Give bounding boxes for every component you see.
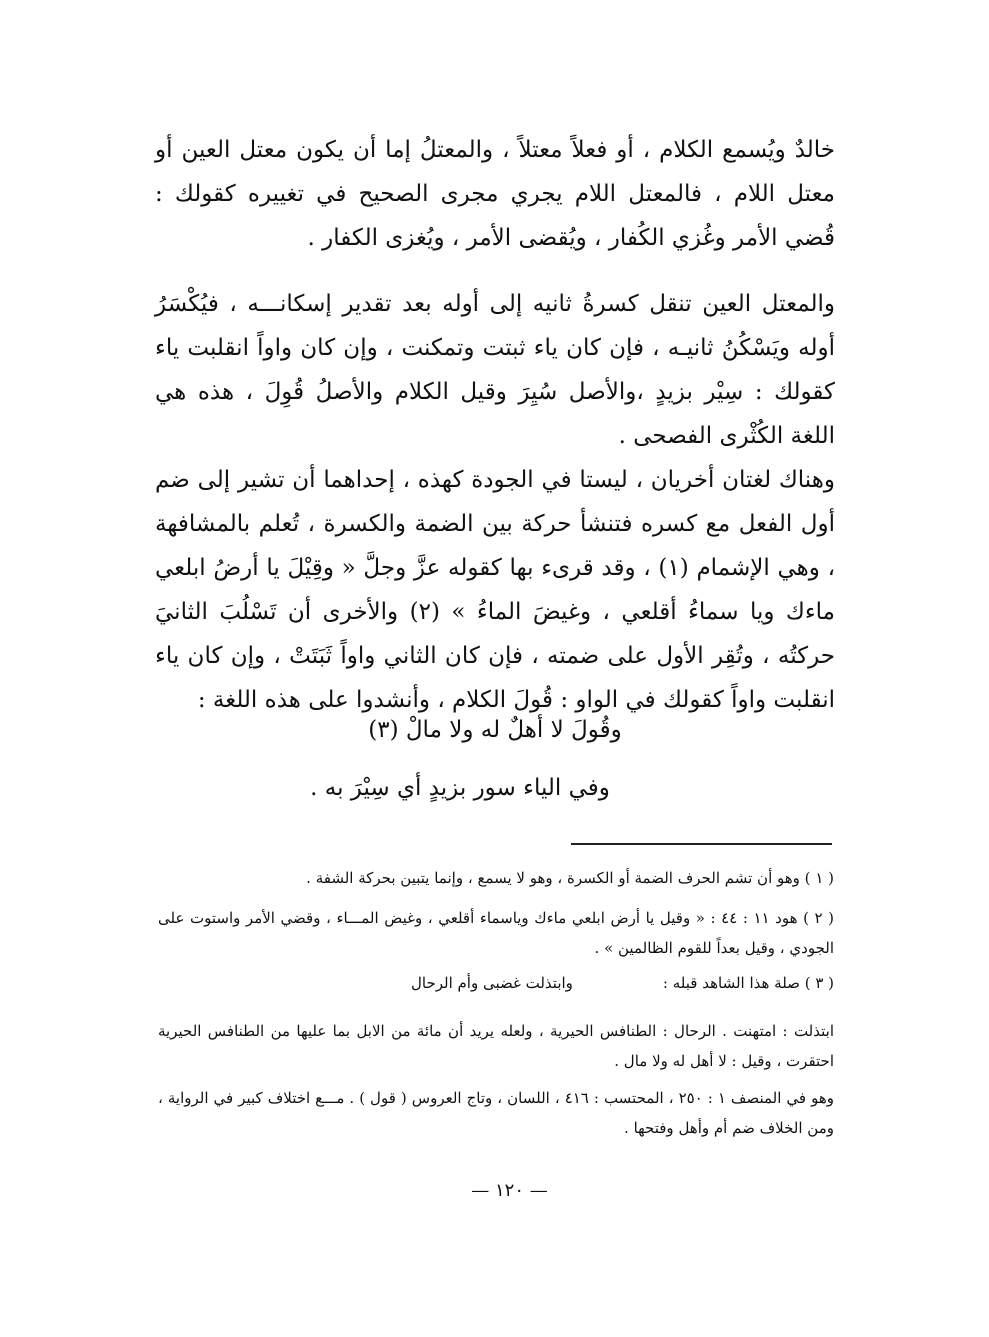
verse-commentary-line: وفي الياء سور بزيدٍ أي سِيْرَ به .: [310, 775, 610, 801]
footnote-3-verse: وابتذلت غضبى وأم الرحال: [410, 974, 573, 992]
body-paragraph-2: والمعتل العين تنقل كسرةُ ثانيه إلى أوله بعد تقدير إسكانـــه ، فيُكْسَرُ أوله ويَسْكُنُ ثانيـه ، فإن كان ياء ثبتت وتمكنت ، وإن كان واواً انقلبت ياء كقولك : سِيْر بزيدٍ ،والأصل سُيِرَ وقيل الكلام والأصلُ قُوِلَ ، هذه هي اللغة الكُثْرى الفصحى .: [155, 291, 835, 449]
footnote-3-explanation: ابتذلت : امتهنت . الرحال : الطنافس الحيرية ، ولعله يريد أن مائة من الابل بما عليها من الطنافس الحيرية احتقرت ، وقيل : لا أهل له ولا مال .: [158, 1022, 834, 1070]
page-number-wrapper: [0, 1180, 989, 1201]
footnote-3-label: ( ٣ ) صلة هذا الشاهد قبله :: [662, 974, 834, 992]
footnote-1: ( ١ ) وهو أن تشم الحرف الضمة أو الكسرة ، وهو لا يسمع ، وإنما يتبين بحركة الشفة .: [306, 869, 834, 887]
body-paragraph-1: خالدٌ ويُسمع الكلام ، أو فعلاً معتلاً ، والمعتلُ إما أن يكون معتل العين أو معتل اللام ، فالمعتل اللام يجري مجرى الصحيح في تغييره كقولك : قُضي الأمر وغُزي الكُفار ، ويُقضى الأمر ، ويُغزى الكفار .: [155, 137, 835, 251]
footnote-separator: [571, 843, 832, 845]
footnote-2: ( ٢ ) هود ١١ : ٤٤ : « وقيل يا أرض ابلعي ماءك وياسماء أقلعي ، وغيض المـــاء ، وقضي الأمر واستوت على الجودي ، وقيل بعداً للقوم الظالمين » .: [158, 909, 834, 957]
footnote-3: [158, 968, 834, 998]
body-paragraph-3: وهناك لغتان أخريان ، ليستا في الجودة كهذه ، إحداهما أن تشير إلى ضم أول الفعل مع كسره فتنشأ حركة بين الضمة والكسرة ، تُعلم بالمشافهة ، وهي الإشمام (١) ، وقد قرىء بها كقوله عزَّ وجلَّ « وقِيْلَ يا أرضُ ابلعي ماءك ويا سماءُ أقلعي ، وغيضَ الماءُ » (٢) والأخرى أن تَسْلُبَ الثانيَ حركتُه ، وتُقِر الأول على ضمته ، فإن كان الثاني واواً ثَبَتَتْ ، وإن كان ياء انقلبت واواً كقولك في الواو : قُولَ الكلام ، وأنشدوا على هذه اللغة :: [155, 467, 836, 713]
footnote-3-source: وهو في المنصف ١ : ٢٥٠ ، المحتسب : ٤١٦ ، اللسان ، وتاج العروس ( قول ) . مـــع اختلاف كبير في الرواية ، ومن الخلاف ضم أم وأهل وفتحها .: [158, 1089, 834, 1137]
page-number: — ١٢٠ —: [471, 1180, 548, 1201]
poetry-verse: وقُولَ لا أهلٌ له ولا مالْ (٣): [368, 717, 622, 743]
